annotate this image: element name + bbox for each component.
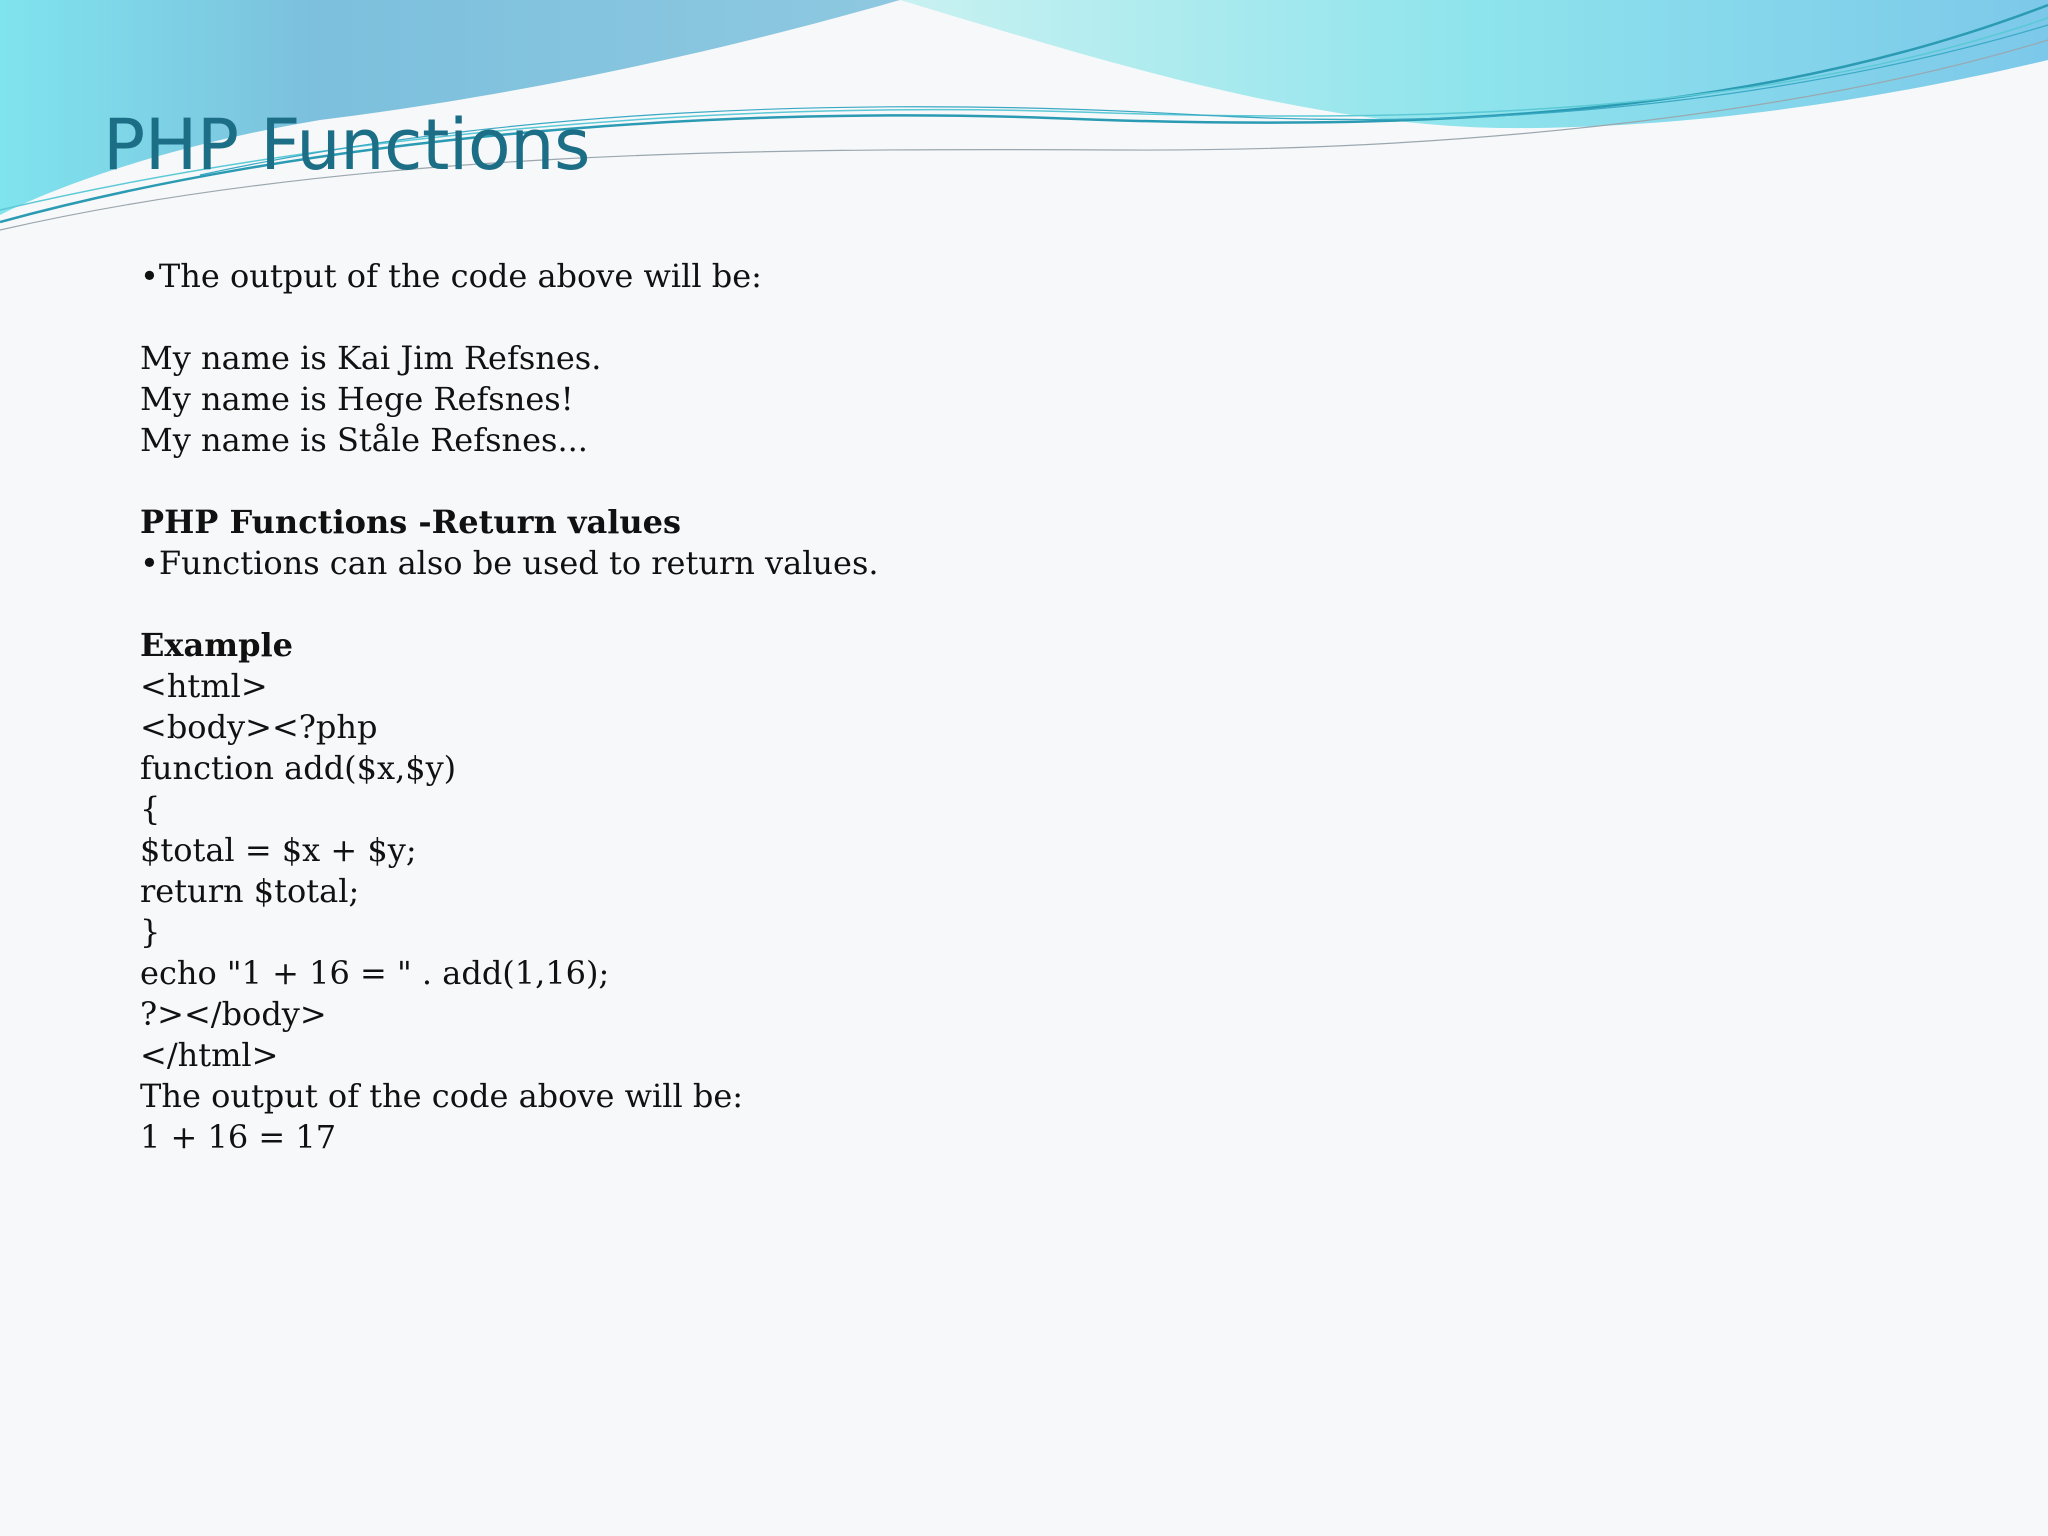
section-heading: PHP Functions -Return values: [140, 503, 682, 541]
output-intro: •The output of the code above will be:: [140, 257, 762, 295]
code-line: }: [140, 913, 161, 951]
code-line: function add($x,$y): [140, 749, 457, 787]
code-line: ?></body>: [140, 995, 327, 1033]
code-line: </html>: [140, 1036, 279, 1074]
result-value: 1 + 16 = 17: [140, 1118, 337, 1156]
spacer: [140, 461, 1540, 502]
spacer: [140, 584, 1540, 625]
output-line-1: My name is Kai Jim Refsnes.: [140, 339, 602, 377]
code-line: echo "1 + 16 = " . add(1,16);: [140, 954, 610, 992]
code-line: {: [140, 790, 161, 828]
spacer: [140, 297, 1540, 338]
example-label: Example: [140, 626, 293, 664]
code-line: <html>: [140, 667, 268, 705]
slide-title: PHP Functions: [103, 104, 591, 186]
code-line: return $total;: [140, 872, 360, 910]
output-line-3: My name is Ståle Refsnes...: [140, 421, 588, 459]
output-line-2: My name is Hege Refsnes!: [140, 380, 574, 418]
section-bullet: •Functions can also be used to return values.: [140, 544, 879, 582]
code-line: $total = $x + $y;: [140, 831, 417, 869]
slide-body: [140, 256, 1540, 1158]
code-line: <body><?php: [140, 708, 378, 746]
result-intro: The output of the code above will be:: [140, 1077, 744, 1115]
